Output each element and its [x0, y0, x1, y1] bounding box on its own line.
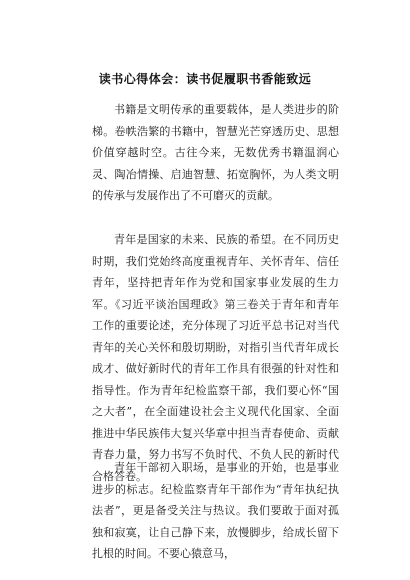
document-title: 读书心得体会：读书促履职书香能致远	[98, 72, 312, 86]
paragraph-1: 书籍是文明传承的重要载体，是人类进步的阶梯。卷帙浩繁的书籍中，智慧光芒穿透历史、思想价值穿越时空。古往今来，无数优秀书籍温润心灵、陶冶情操、启迪智慧、拓宽胸怀，为人类文明的传承与发展作出了不可磨灭的贡献。	[92, 103, 339, 202]
paragraph-2: 青年是国家的未来、民族的希望。在不同历史时期，我们党始终高度重视青年、关怀青年、信任青年，坚持把青年作为党和国家事业发展的生力军。《习近平谈治国理政》第三卷关于青年和青年工作的重要论述，充分体现了习近平总书记对当代青年的关心关怀和殷切期盼，对指引当代青年成长成才、做好新时代的青年工作具有很强的针对性和指导性。作为青年纪检监察干部，我们要心怀“国之大者”，在全面建设社会主义现代化国家、全面推进中华民族伟大复兴华章中担当青春使命、贡献青春力量，努力书写不负时代、不负人民的新时代合格答卷。	[92, 233, 339, 483]
paragraph-3: 青年干部初入职场，是事业的开始，也是事业进步的标志。纪检监察青年干部作为“青年执纪执法者”，更是备受关注与热议。我们要敢于面对孤独和寂寞，让自己静下来，放慢脚步，给成长留下扎根的时间。不要心猿意马，	[92, 461, 339, 560]
